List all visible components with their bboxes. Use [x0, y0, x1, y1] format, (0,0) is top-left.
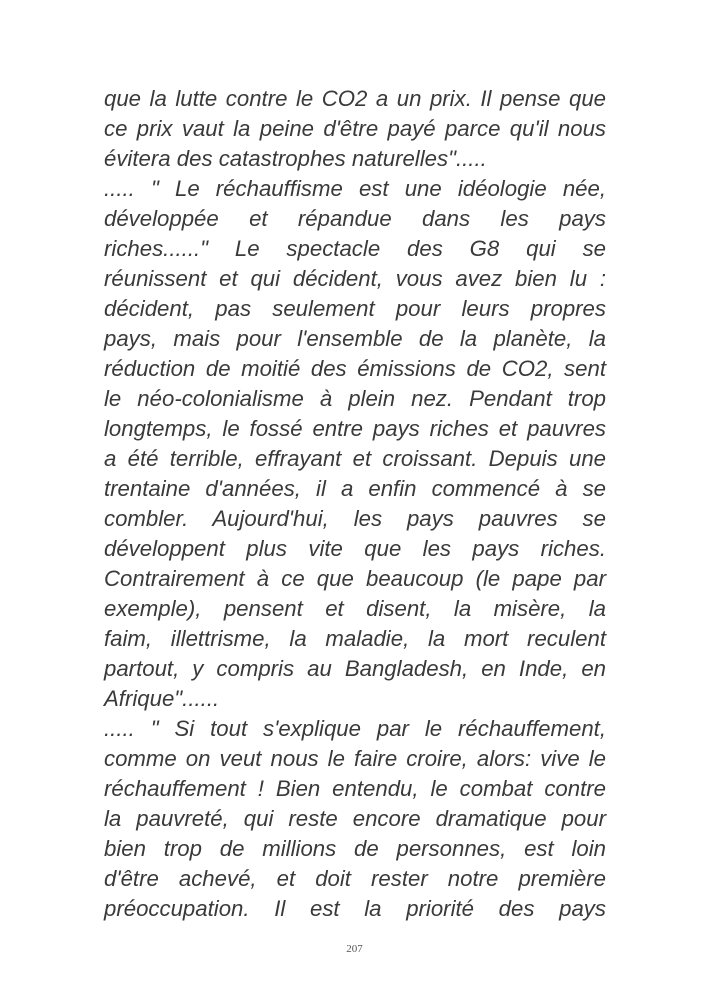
text-line-9: pays, mais pour l'ensemble de la planète, la	[104, 326, 606, 351]
text-line-24: réchauffement ! Bien entendu, le combat contre	[104, 776, 606, 801]
page-number: 207	[346, 943, 363, 955]
text-line-22: ..... " Si tout s'explique par le réchauffement,	[104, 716, 606, 741]
text-line-4: ..... " Le réchauffisme est une idéologie née,	[104, 176, 606, 201]
text-line-23: comme on veut nous le faire croire, alors: vive le	[104, 746, 606, 771]
text-line-19: faim, illettrisme, la maladie, la mort reculent	[104, 626, 606, 651]
text-line-15: combler. Aujourd'hui, les pays pauvres se	[104, 506, 606, 531]
text-line-26: bien trop de millions de personnes, est loin	[104, 836, 606, 861]
text-line-28: préoccupation. Il est la priorité des pays	[104, 896, 606, 921]
text-line-5: développée et répandue dans les pays	[104, 206, 606, 231]
text-line-20: partout, y compris au Bangladesh, en Inde, en	[104, 656, 606, 681]
text-line-3: évitera des catastrophes naturelles".....	[104, 146, 487, 171]
text-line-7: réunissent et qui décident, vous avez bien lu :	[104, 266, 606, 291]
text-line-18: exemple), pensent et disent, la misère, la	[104, 596, 606, 621]
text-line-2: ce prix vaut la peine d'être payé parce qu'il nous	[104, 116, 606, 141]
text-line-13: a été terrible, effrayant et croissant. Depuis une	[104, 446, 606, 471]
text-line-10: réduction de moitié des émissions de CO2, sent	[104, 356, 606, 381]
text-line-16: développent plus vite que les pays riches.	[104, 536, 606, 561]
text-line-11: le néo-colonialisme à plein nez. Pendant trop	[104, 386, 606, 411]
text-line-6: riches......" Le spectacle des G8 qui se	[104, 236, 606, 261]
text-line-8: décident, pas seulement pour leurs propres	[104, 296, 606, 321]
text-line-21: Afrique"......	[104, 686, 220, 711]
text-line-14: trentaine d'années, il a enfin commencé à se	[104, 476, 606, 501]
text-line-12: longtemps, le fossé entre pays riches et pauvres	[104, 416, 606, 441]
text-line-1: que la lutte contre le CO2 a un prix. Il pense que	[104, 86, 606, 111]
text-line-17: Contrairement à ce que beaucoup (le pape par	[104, 566, 606, 591]
text-line-25: la pauvreté, qui reste encore dramatique pour	[104, 806, 606, 831]
text-line-27: d'être achevé, et doit rester notre première	[104, 866, 606, 891]
body-text	[104, 84, 606, 924]
